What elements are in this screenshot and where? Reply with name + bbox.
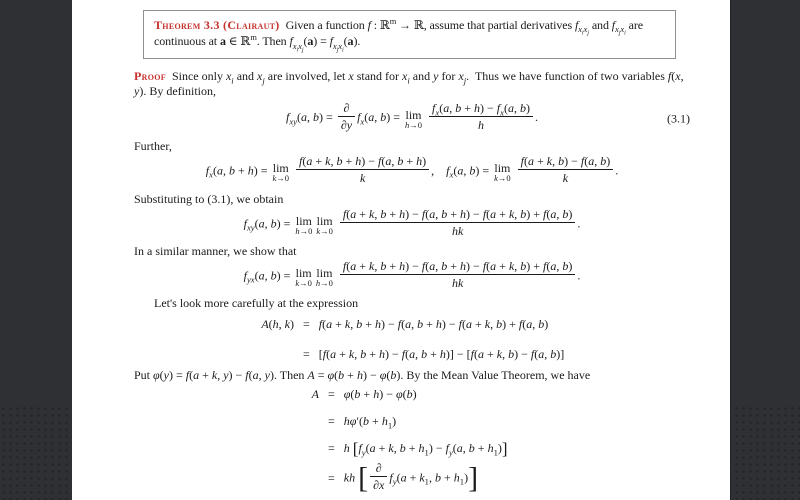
right-dark-bar [730, 0, 800, 500]
expression-label: Let's look more carefully at the expression [154, 296, 359, 311]
equals-sign: = [303, 347, 310, 362]
equals-sign: = [328, 441, 335, 456]
equals-sign: = [328, 471, 335, 486]
align-lhs: A(h, k) [261, 317, 294, 332]
equals-sign: = [303, 317, 310, 332]
further-equations: $f_x(a$, b + h) = lim k→0 $\frac{f(a + k, b + h) - f(a, b + h)}{k}$ , $f_x(a$, b) = lim k→0 $\frac{f(a + k, b) - f(a, b)}{k}$ . [205, 154, 619, 186]
equals-sign: = [328, 414, 335, 429]
align-row [134, 463, 690, 494]
proof-label: Proof [134, 69, 166, 84]
align-row [134, 387, 690, 402]
theorem-label: Theorem 3.3 (Clairaut) [154, 18, 280, 32]
equation-number-tag: (3.1) [667, 111, 690, 126]
put-line: Put φ(y) = f(a + k, y) − f(a, y). Then A = φ(b + h) − φ(b). By the Mean Value Theorem, we have [134, 368, 591, 383]
left-dark-bar [0, 0, 73, 500]
align-rhs: φ(b + h) − φ(b) [343, 387, 417, 402]
align-row [134, 439, 690, 459]
align-rhs: [f(a + k, b + h) − f(a, b + h)] − [f(a + k, b) − f(a, b)] [318, 347, 565, 362]
align-rhs: kh [ $\frac{\partial}{\partial x}$ $f_y(a + k_1$, $b + h_1$)] [343, 461, 479, 495]
theorem-paragraph [154, 17, 665, 54]
align-block-A [134, 317, 690, 362]
align-row [134, 347, 690, 362]
corner-dot-texture [733, 405, 800, 500]
corner-dot-texture [0, 405, 68, 500]
equation-fyx: $f_{yx}(a$, b) = lim k→0 lim h→0 $\frac{f(a + k, b + h) - f(a, b + h) - f(a + k, b) + f(a, b)}{hk}$ . [243, 259, 581, 291]
document-page [72, 0, 730, 500]
further-label: Further, [134, 139, 172, 154]
align-block-mvt [134, 387, 690, 494]
align-row [134, 317, 690, 332]
proof-paragraph [134, 69, 690, 99]
equation-3-1 [134, 103, 690, 134]
proof-intro: Since only $x_i$ and $x_j$ are involved, let x stand for $x_i$ and y for $x_j$. Thus we have function of two variables f(x, y). By definition, [134, 69, 684, 99]
theorem-body: Given a function f : ℝ$^m$ → ℝ, assume that partial derivatives $f_{x_ix_j}$ and $f_{x_jx_i}$ are continuous at a ∈ ℝ$^m$. Then $f_{x_ix_j}(a) = f_{x_jx_i}(a)$. [154, 17, 643, 54]
align-lhs: A [311, 387, 319, 402]
equation-fxy: $f_{xy}(a$, b) = lim h→0 lim k→0 $\frac{f(a + k, b + h) - f(a, b + h) - f(a + k, b) + f(a, b)}{hk}$ . [243, 207, 581, 239]
similar-label: In a similar manner, we show that [134, 244, 297, 259]
align-rhs: $h\varphi'(b + h_1)$ [343, 414, 397, 431]
equation-3-1-formula: $f_{xy}(a$, b) = $\frac{\partial}{\partial y}$ $f_x(a$, b) = lim h→0 $\frac{f_x(a, b + h) - f_x(a, b)}{h}$ . [286, 101, 538, 133]
align-rhs: h [$f_y(a + k$, $b + h_1) - f_y(a$, $b + h_1$)] [343, 439, 508, 459]
equals-sign: = [328, 387, 335, 402]
align-rhs: f(a + k, b + h) − f(a, b + h) − f(a + k, b) + f(a, b) [318, 317, 549, 332]
substituting-label: Substituting to (3.1), we obtain [134, 192, 284, 207]
theorem-box [143, 10, 676, 59]
align-row [134, 414, 690, 429]
